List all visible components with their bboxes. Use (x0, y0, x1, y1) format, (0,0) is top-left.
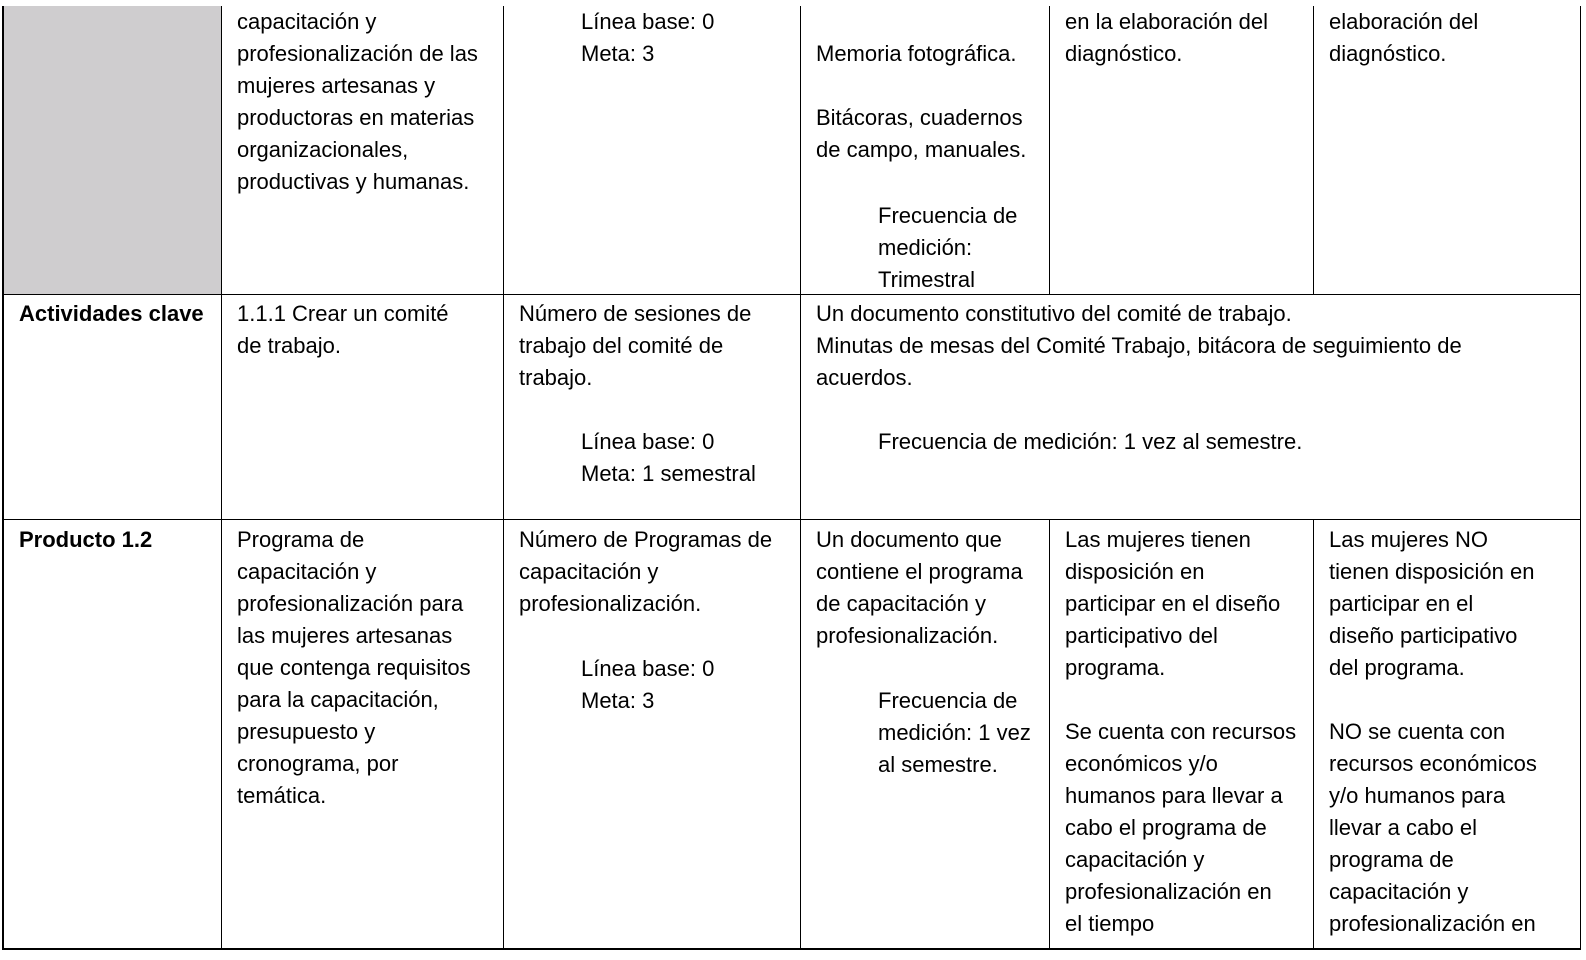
text-line: de trabajo. (237, 333, 341, 358)
text-line: Línea base: 0 (581, 656, 715, 681)
text-line: cabo el programa de (1065, 815, 1267, 840)
text-line: Memoria fotográfica. (816, 41, 1017, 66)
column-divider (221, 6, 222, 950)
text-line: medición: (878, 235, 973, 260)
text-line: Número de Programas de (519, 527, 773, 552)
text-line: al semestre. (878, 752, 998, 777)
text-line: contiene el programa (816, 559, 1023, 584)
text-line: diseño participativo (1329, 623, 1518, 648)
text-line: mujeres artesanas y (237, 73, 436, 98)
text-line: Un documento constitutivo del comité de trabajo. (816, 301, 1292, 326)
text-line: diagnóstico. (1329, 41, 1447, 66)
row2-indicator (519, 298, 751, 394)
text-line: NO se cuenta con (1329, 719, 1506, 744)
text-line: acuerdos. (816, 365, 913, 390)
text-line: llevar a cabo el (1329, 815, 1477, 840)
text-line: profesionalización de las (237, 41, 478, 66)
row3-risks (1329, 524, 1537, 940)
text-line: para la capacitación, (237, 687, 439, 712)
table-border-left (2, 6, 4, 950)
text-line: capacitación y (1329, 879, 1469, 904)
text-line: en la elaboración del (1065, 9, 1269, 34)
text-line: económicos y/o (1065, 751, 1218, 776)
text-line: Minutas de mesas del Comité Trabajo, bitácora de seguimiento de (816, 333, 1462, 358)
row2-frequency: Frecuencia de medición: 1 vez al semestre. (878, 429, 1303, 454)
row3-product (237, 524, 471, 812)
text-line: participar en el diseño (1065, 591, 1281, 616)
column-divider (1049, 6, 1050, 294)
text-line: Un documento que (816, 527, 1002, 552)
text-line: capacitación y (1065, 847, 1205, 872)
text-line: Frecuencia de (878, 203, 1018, 228)
row2-verification-means (816, 298, 1462, 394)
text-line: Frecuencia de (878, 688, 1018, 713)
row3-label: Producto 1.2 (19, 527, 153, 552)
text-line: humanos para llevar a (1065, 783, 1283, 808)
text-line: profesionalización en (1329, 911, 1536, 936)
text-line: Línea base: 0 (581, 9, 715, 34)
text-line: de capacitación y (816, 591, 986, 616)
row1-frequency (878, 200, 1017, 296)
row1-risk (1329, 6, 1478, 70)
column-divider (1313, 519, 1314, 950)
text-line: disposición en (1065, 559, 1205, 584)
column-divider (1313, 6, 1314, 294)
text-line: Las mujeres tienen (1065, 527, 1251, 552)
text-line: capacitación y (237, 9, 377, 34)
text-line: del programa. (1329, 655, 1465, 680)
text-line: Meta: 3 (581, 688, 655, 713)
text-line: recursos económicos (1329, 751, 1537, 776)
text-line: Meta: 3 (581, 41, 655, 66)
text-line: Las mujeres NO (1329, 527, 1488, 552)
row-divider (3, 519, 1581, 520)
text-line: Programa de (237, 527, 365, 552)
row1-indicator-baseline (519, 6, 714, 70)
text-line: Trimestral (878, 267, 975, 292)
text-line: Se cuenta con recursos (1065, 719, 1297, 744)
row2-baseline (519, 426, 756, 490)
text-line: las mujeres artesanas (237, 623, 453, 648)
row2-label: Actividades clave (19, 301, 204, 326)
text-line: capacitación y (519, 559, 659, 584)
text-line: Línea base: 0 (581, 429, 715, 454)
text-line: organizacionales, (237, 137, 409, 162)
text-line: participativo del (1065, 623, 1218, 648)
text-line: profesionalización. (816, 623, 999, 648)
label-column-shade (3, 6, 221, 294)
row1-objective (237, 6, 478, 198)
text-line: programa. (1065, 655, 1166, 680)
text-line: elaboración del (1329, 9, 1479, 34)
text-line: productoras en materias (237, 105, 475, 130)
column-divider (800, 6, 801, 950)
table-border-bottom (3, 948, 1581, 950)
row3-baseline (519, 653, 714, 717)
text-line: temática. (237, 783, 327, 808)
text-line: de campo, manuales. (816, 137, 1027, 162)
row3-indicator (519, 524, 772, 620)
row1-assumption (1065, 6, 1268, 70)
text-line: diagnóstico. (1065, 41, 1183, 66)
row2-activity (237, 298, 449, 362)
text-line: capacitación y (237, 559, 377, 584)
row3-frequency (878, 685, 1031, 781)
text-line: presupuesto y (237, 719, 376, 744)
text-line: que contenga requisitos (237, 655, 471, 680)
text-line: profesionalización. (519, 591, 702, 616)
text-line: trabajo del comité de (519, 333, 724, 358)
logframe-table (3, 6, 1581, 950)
column-divider (503, 6, 504, 950)
table-border-right (1580, 6, 1581, 950)
row3-verification-means (816, 524, 1023, 652)
text-line: Bitácoras, cuadernos (816, 105, 1023, 130)
text-line: Número de sesiones de (519, 301, 752, 326)
row-divider (3, 294, 1581, 295)
text-line: profesionalización para (237, 591, 464, 616)
text-line: programa de (1329, 847, 1454, 872)
text-line: trabajo. (519, 365, 593, 390)
row3-assumptions (1065, 524, 1296, 940)
text-line: tienen disposición en (1329, 559, 1535, 584)
text-line: profesionalización en (1065, 879, 1272, 904)
column-divider (1049, 519, 1050, 950)
text-line: productivas y humanas. (237, 169, 470, 194)
text-line: y/o humanos para (1329, 783, 1506, 808)
text-line: el tiempo (1065, 911, 1155, 936)
text-line: Meta: 1 semestral (581, 461, 756, 486)
text-line: 1.1.1 Crear un comité (237, 301, 449, 326)
text-line: medición: 1 vez (878, 720, 1031, 745)
text-line: cronograma, por (237, 751, 399, 776)
row1-verification-means (816, 38, 1026, 166)
text-line: participar en el (1329, 591, 1474, 616)
